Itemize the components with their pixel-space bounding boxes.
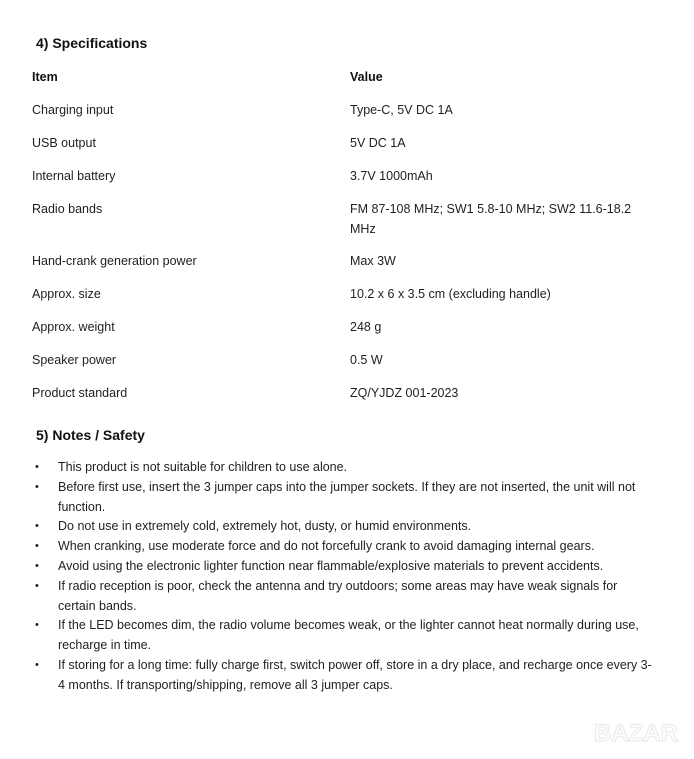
bazar-watermark-logo bbox=[586, 712, 686, 752]
row-value: FM 87-108 MHz; SW1 5.8-10 MHz; SW2 11.6-18.2 MHz bbox=[350, 202, 632, 236]
list-item bbox=[32, 537, 652, 557]
list-item bbox=[32, 656, 652, 696]
bullet-icon: • bbox=[35, 520, 39, 533]
watermark-text: BAZAR bbox=[594, 720, 678, 747]
table-row bbox=[32, 252, 652, 285]
table-row bbox=[32, 200, 652, 252]
notes-list bbox=[32, 458, 652, 696]
note-text: Do not use in extremely cold, extremely hot, dusty, or humid environments. bbox=[58, 519, 472, 534]
note-text: If radio reception is poor, check the antenna and try outdoors; some areas may have weak signals for certain bands. bbox=[58, 578, 618, 613]
row-item: Product standard bbox=[32, 386, 128, 400]
specifications-table bbox=[32, 68, 652, 417]
row-value: 3.7V 1000mAh bbox=[350, 169, 433, 183]
row-item: USB output bbox=[32, 136, 96, 150]
table-header-row bbox=[32, 68, 652, 101]
list-item bbox=[32, 616, 652, 656]
bullet-icon: • bbox=[35, 559, 39, 572]
notes-safety-heading: 5) Notes / Safety bbox=[36, 427, 145, 443]
bullet-icon: • bbox=[35, 619, 39, 632]
row-item: Approx. size bbox=[32, 287, 101, 301]
row-item: Charging input bbox=[32, 103, 114, 117]
table-row bbox=[32, 167, 652, 200]
bullet-icon: • bbox=[35, 480, 39, 493]
list-item bbox=[32, 577, 652, 617]
row-item: Hand-crank generation power bbox=[32, 254, 197, 268]
row-value: 0.5 W bbox=[350, 353, 383, 367]
list-item bbox=[32, 478, 652, 518]
specifications-heading: 4) Specifications bbox=[36, 35, 148, 51]
table-row bbox=[32, 101, 652, 134]
row-item: Radio bands bbox=[32, 202, 103, 216]
table-row bbox=[32, 285, 652, 318]
header-item: Item bbox=[32, 70, 58, 84]
table-row bbox=[32, 351, 652, 384]
bullet-icon: • bbox=[35, 461, 39, 473]
row-value: 10.2 x 6 x 3.5 cm (excluding handle) bbox=[350, 287, 551, 301]
note-text: If storing for a long time: fully charge first, switch power off, store in a dry place, and recharge once every 3-4 months. If transporting/shipping, remove all 3 jumper caps. bbox=[58, 657, 652, 692]
row-item: Internal battery bbox=[32, 169, 116, 183]
table-row bbox=[32, 384, 652, 417]
row-item: Speaker power bbox=[32, 353, 117, 367]
note-text: Before first use, insert the 3 jumper caps into the jumper sockets. If they are not inserted, the unit will not function. bbox=[58, 479, 636, 514]
row-value: 248 g bbox=[350, 320, 382, 334]
row-value: Max 3W bbox=[350, 254, 396, 268]
row-item: Approx. weight bbox=[32, 320, 115, 334]
table-row bbox=[32, 134, 652, 167]
list-item bbox=[32, 458, 652, 478]
note-text: This product is not suitable for children to use alone. bbox=[58, 460, 348, 474]
bullet-icon: • bbox=[35, 658, 39, 671]
row-value: 5V DC 1A bbox=[350, 136, 406, 150]
note-text: If the LED becomes dim, the radio volume becomes weak, or the lighter cannot heat normally during use, recharge in time. bbox=[58, 618, 639, 653]
list-item bbox=[32, 517, 652, 537]
bullet-icon: • bbox=[35, 579, 39, 592]
bullet-icon: • bbox=[35, 540, 39, 553]
list-item bbox=[32, 557, 652, 577]
note-text: Avoid using the electronic lighter function near flammable/explosive materials to prevent accidents. bbox=[58, 558, 604, 573]
note-text: When cranking, use moderate force and do not forcefully crank to avoid damaging internal gears. bbox=[58, 539, 595, 554]
row-value: Type-C, 5V DC 1A bbox=[350, 103, 453, 117]
table-row bbox=[32, 318, 652, 351]
header-value: Value bbox=[350, 70, 383, 84]
row-value: ZQ/YJDZ 001-2023 bbox=[350, 386, 459, 400]
